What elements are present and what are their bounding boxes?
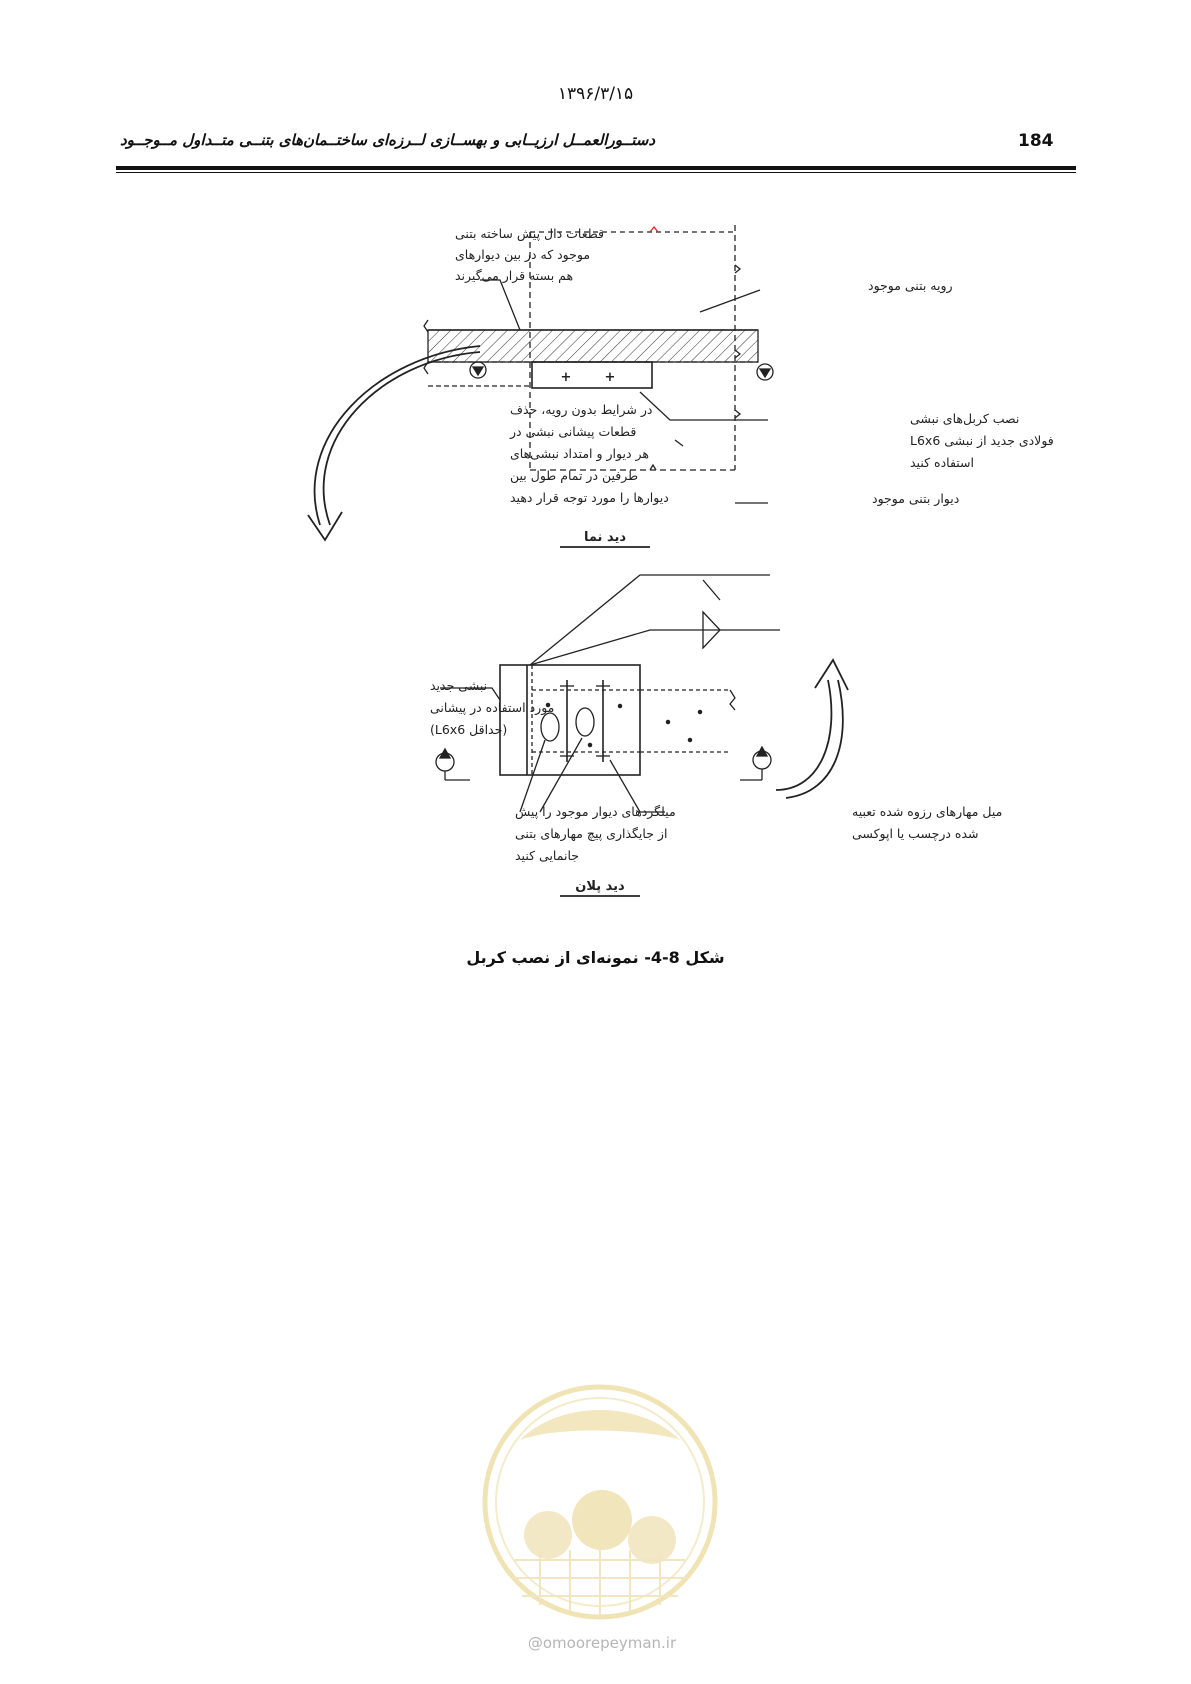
header-date: ۱۳۹۶/۳/۱۵ — [557, 84, 634, 104]
watermark-seal — [485, 1387, 715, 1617]
label-dowels-line2: از جایگذاری پیچ مهارهای بتنی — [515, 826, 668, 841]
label-dowels-line3: جانمایی کنید — [515, 848, 579, 863]
svg-text:+: + — [604, 370, 616, 385]
label-precast-line1: قطعات دال پیش ساخته بتنی — [455, 226, 604, 241]
label-angle-line1: نبشی جدید — [430, 678, 488, 693]
label-dowels-line1: میلگردهای دیوار موجود را پیش — [515, 804, 676, 819]
label-note-line5: دیوارها را مورد توجه قرار دهید — [510, 490, 669, 505]
label-note-line4: طرفین در تمام طول بین — [510, 468, 639, 483]
elevation-labels — [455, 226, 1054, 545]
page-number: 184 — [1018, 131, 1054, 151]
label-anchors-line2: شده درچسب یا اپوکسی — [852, 826, 979, 841]
label-note-line3: هر دیوار و امتداد نبشی‌های — [510, 446, 649, 461]
plan-labels — [430, 678, 1002, 894]
plan-view-title: دید پلان — [575, 879, 625, 894]
figure-caption: شکل 8-4- نمونه‌ای از نصب کربل — [466, 948, 725, 967]
label-angle-line2: مورد استفاده در پیشانی — [430, 700, 555, 715]
label-anchors-line1: میل مهارهای رزوه شده تعبیه — [852, 804, 1003, 819]
label-corbel-line2: فولادی جدید از نبشی L6x6 — [910, 433, 1054, 448]
label-topping: رویه بتنی موجود — [868, 278, 953, 293]
label-note-line2: قطعات پیشانی نبشی در — [510, 424, 637, 439]
label-precast-line3: هم بسته قرار می‌گیرند — [455, 268, 574, 283]
label-corbel-line1: نصب کربل‌های نبشی — [910, 411, 1020, 426]
label-angle-line3: (حداقل L6x6) — [430, 722, 508, 737]
label-note-line1: در شرایط بدون رویه، حذف — [510, 402, 653, 417]
watermark-url: @omoorepeyman.ir — [527, 1634, 677, 1652]
svg-text:+: + — [560, 370, 572, 385]
label-wall: دیوار بتنی موجود — [872, 491, 960, 506]
label-precast-line2: موجود که در بین دیوارهای — [455, 247, 591, 262]
running-header-title: دستــورالعمــل ارزیــابی و بهســازی لــرزه‌ای ساختــمان‌های بتنــی متــداول مــوجــود — [120, 131, 656, 149]
elevation-view-title: دید نما — [583, 530, 627, 545]
label-corbel-line3: استفاده کنید — [910, 455, 974, 470]
